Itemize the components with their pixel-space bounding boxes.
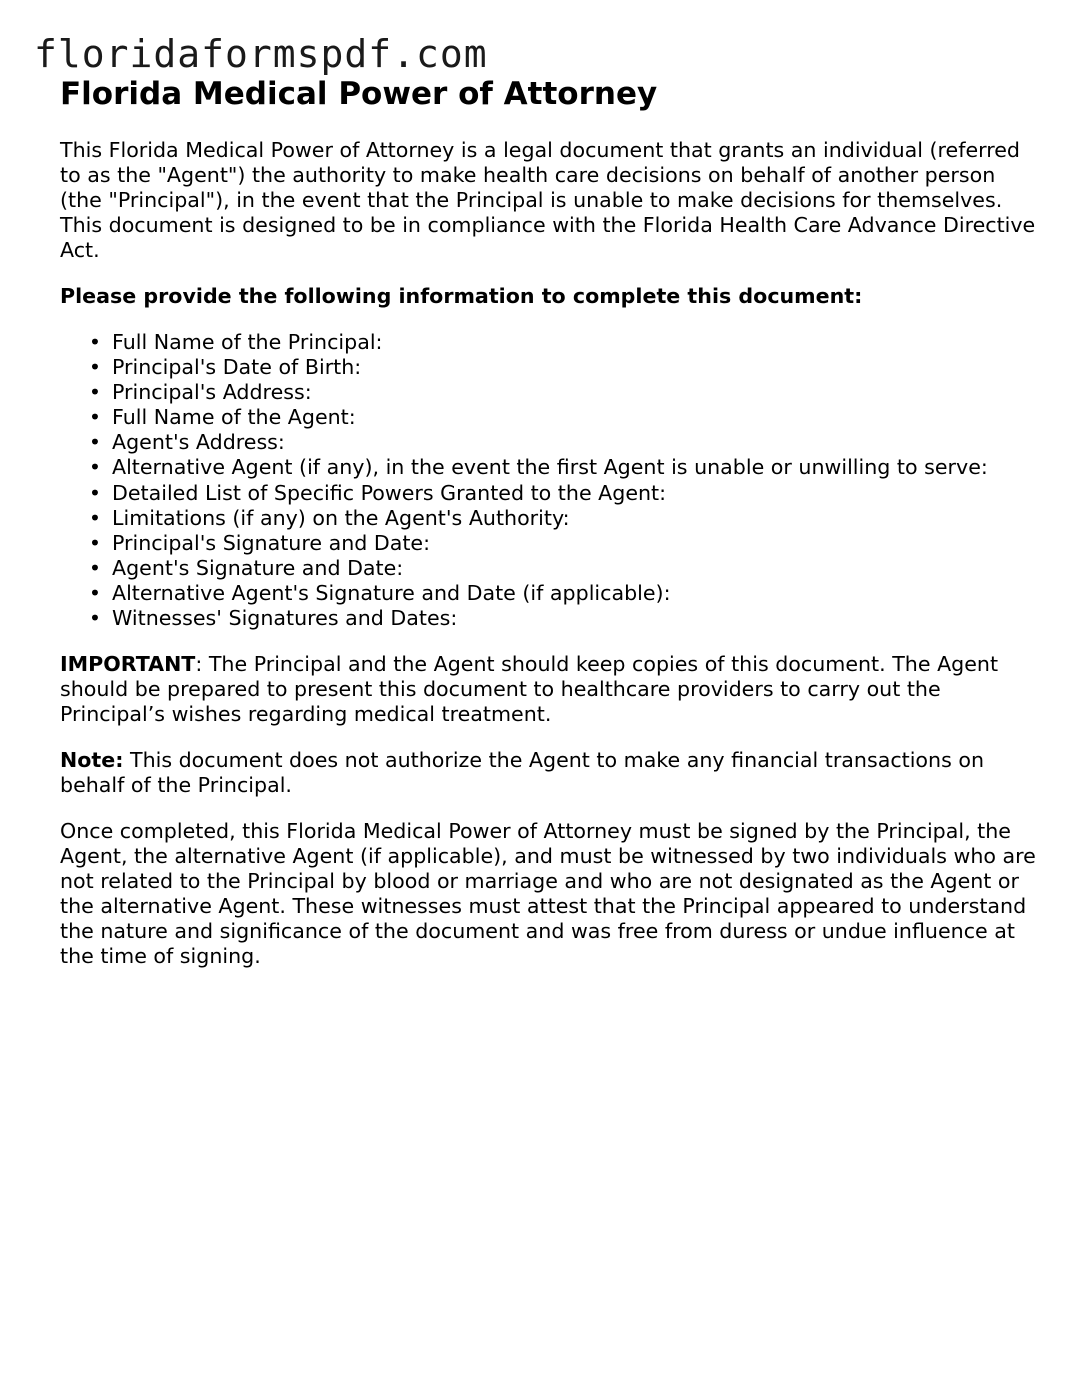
note-text: This document does not authorize the Agent to make any financial transactions on behalf of the Principal. xyxy=(60,748,985,798)
list-item xyxy=(60,556,1040,581)
bullet-icon: • xyxy=(88,580,102,605)
intro-paragraph: This Florida Medical Power of Attorney is a legal document that grants an individual (referred to as the "Agent") the authority to make health care decisions on behalf of another person (the "Principal"), in the event that the Principal is unable to make decisions for themselves. This document is designed to be in compliance with the Florida Health Care Advance Directive Act. xyxy=(60,138,1036,262)
list-item xyxy=(60,506,1040,531)
required-fields-list xyxy=(60,330,1040,631)
list-item xyxy=(60,531,1040,556)
document-body xyxy=(60,74,1040,990)
bullet-icon: • xyxy=(88,380,102,405)
closing-paragraph: Once completed, this Florida Medical Power of Attorney must be signed by the Principal, the Agent, the alternative Agent (if applicable), and must be witnessed by two individuals who are not related to the Principal by blood or marriage and who are not designated as the Agent or the alternative Agent. These witnesses must attest that the Principal appeared to understand the nature and significance of the document and was free from duress or undue influence at the time of signing. xyxy=(60,819,1036,969)
note-label: Note: xyxy=(60,748,124,773)
list-item xyxy=(60,355,1040,380)
list-item xyxy=(60,606,1040,631)
list-item-label: Full Name of the Agent: xyxy=(112,405,356,430)
list-item-label: Limitations (if any) on the Agent's Authority: xyxy=(112,505,570,530)
list-item xyxy=(60,430,1040,455)
list-item-label: Full Name of the Principal: xyxy=(112,330,383,354)
list-item-label: Witnesses' Signatures and Dates: xyxy=(112,606,458,631)
bullet-icon: • xyxy=(88,505,102,530)
important-text: : The Principal and the Agent should keep copies of this document. The Agent should be prepared to present this document to healthcare providers to carry out the Principal’s wishes regarding medical treatment. xyxy=(60,652,999,727)
bullet-icon: • xyxy=(88,606,102,631)
important-paragraph xyxy=(60,652,1040,727)
bullet-icon: • xyxy=(88,330,102,354)
bullet-icon: • xyxy=(88,405,102,430)
site-watermark: floridaformspdf.com xyxy=(34,32,488,76)
list-item-label: Agent's Signature and Date: xyxy=(112,555,404,580)
list-item-label: Agent's Address: xyxy=(112,430,285,455)
bullet-icon: • xyxy=(88,430,102,455)
instructions-heading: Please provide the following information to complete this document: xyxy=(60,284,863,308)
list-item-label: Detailed List of Specific Powers Granted to the Agent: xyxy=(112,480,667,505)
list-item-label: Principal's Signature and Date: xyxy=(112,530,431,555)
note-paragraph xyxy=(60,748,1040,798)
bullet-icon: • xyxy=(88,555,102,580)
list-item-label: Alternative Agent's Signature and Date (if applicable): xyxy=(112,580,671,605)
list-item-label: Alternative Agent (if any), in the event the first Agent is unable or unwilling to serve: xyxy=(112,455,988,480)
bullet-icon: • xyxy=(88,480,102,505)
important-label: IMPORTANT xyxy=(60,652,196,677)
list-item-label: Principal's Address: xyxy=(112,380,312,405)
list-item xyxy=(60,455,1040,480)
list-item xyxy=(60,581,1040,606)
list-item xyxy=(60,405,1040,430)
bullet-icon: • xyxy=(88,455,102,480)
list-item xyxy=(60,481,1040,506)
list-item-label: Principal's Date of Birth: xyxy=(112,355,362,380)
list-item xyxy=(60,380,1040,405)
bullet-icon: • xyxy=(88,355,102,380)
bullet-icon: • xyxy=(88,530,102,555)
page-title: Florida Medical Power of Attorney xyxy=(60,76,658,112)
list-item xyxy=(60,330,1040,355)
